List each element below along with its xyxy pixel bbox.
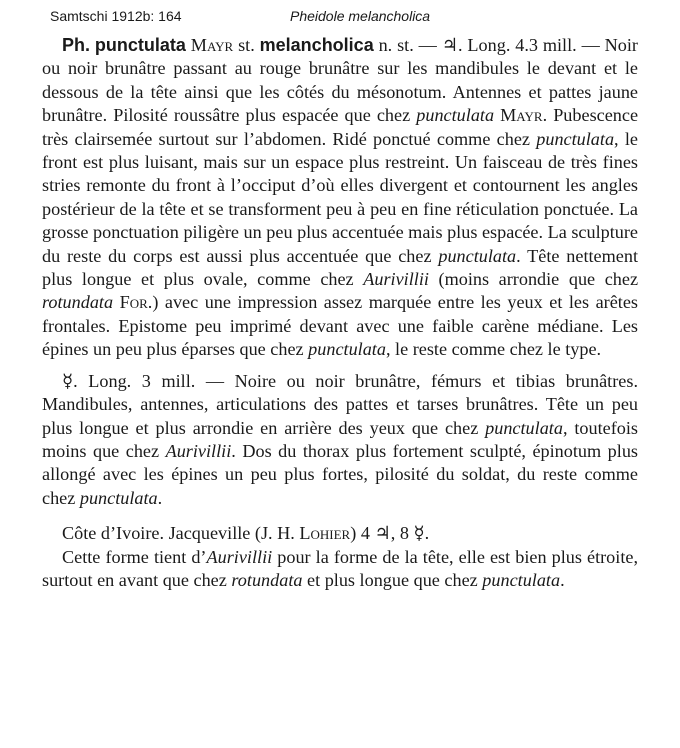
subspecies-name: melancholica — [259, 35, 374, 55]
text-run: , toutefois moins que chez — [42, 417, 638, 461]
author-mayr: Mayr — [190, 35, 234, 55]
author-forel: For. — [119, 292, 153, 313]
text-run: . Pubescence très clairsemée surtout sur l’abdomen. Ridé ponctué comme chez — [42, 105, 639, 149]
text-run: , le reste comme chez le type. — [385, 339, 602, 360]
text-run: . — [157, 487, 163, 508]
paragraph-soldier-description — [42, 34, 638, 362]
italic-taxon: Aurivillii — [363, 269, 429, 290]
italic-taxon: punctulata — [485, 417, 563, 438]
text-run: , le front est plus luisant, mais sur un espace plus restreint. Un faisceau de très fines stries remonte du front à l’occiput d’où elles divergent et contournent les angles postérieur de la tête et se transforment peu à peu en fine réticulation ponctuée. La grosse ponctuation piligère un peu plus accentuée mais plus espacée. La sculpture du reste du corps est aussi plus accentuée que chez — [42, 128, 638, 266]
italic-taxon: punctulata — [79, 487, 158, 508]
text-run: ) 4 ♃, 8 ☿. — [350, 523, 430, 544]
paragraph-worker-description — [42, 370, 638, 510]
rank-st: st. — [238, 35, 255, 55]
italic-taxon: punctulata — [308, 339, 386, 360]
author-mayr: Mayr — [500, 105, 543, 126]
italic-taxon: rotundata — [42, 292, 114, 313]
text-run: et plus longue que chez — [307, 569, 478, 590]
text-run: (moins arrondie que chez — [438, 269, 639, 290]
italic-taxon: punctulata — [438, 245, 517, 266]
italic-taxon: Aurivillii — [165, 440, 232, 461]
paragraph-locality — [42, 522, 638, 545]
collector-name: Lohier — [299, 523, 351, 544]
document-body — [42, 34, 638, 592]
text-run: pour la forme de la tête, elle est bien plus étroite, surtout en avant que chez — [42, 546, 639, 590]
source-citation: Samtschi 1912b: 164 — [50, 8, 182, 24]
text-run: Cette forme tient d’ — [62, 546, 207, 567]
genus-abbrev: Ph. — [62, 35, 91, 55]
text-run: ☿. Long. 3 mill. — Noire ou noir brunâtre, fémurs et tibias brunâtres. Mandibules, antennes, articulations des pattes et tarses brunâtres. Tête un peu plus longue et plus arrondie en arrière des yeux que chez — [42, 370, 638, 438]
text-run: . — [560, 569, 565, 590]
species-name: punctulata — [94, 35, 186, 55]
italic-taxon: punctulata — [482, 569, 561, 590]
italic-taxon: punctulata — [536, 128, 615, 149]
text-run: n. st. — ♃. Long. 4.3 mill. — Noir ou noir brunâtre passant au rouge brunâtre sur les mandibules le devant et le dessous de la tête ainsi que les côtés du mésonotum. Antennes et pattes jaune brunâtre. Pilosité roussâtre plus espacée que chez — [42, 35, 638, 126]
paragraph-remarks — [42, 546, 638, 593]
italic-taxon: Aurivillii — [206, 546, 273, 567]
text-run: Côte d’Ivoire. Jacqueville (J. H. — [62, 523, 295, 544]
page-header — [0, 8, 680, 28]
text-run: . Dos du thorax plus fortement sculpté, épinotum plus allongé avec les épines un peu plus fortes, pilosité du soldat, du reste comme chez — [42, 440, 638, 508]
italic-taxon: punctulata — [416, 105, 495, 126]
text-run: . Tête nettement plus longue et plus ovale, comme chez — [42, 245, 638, 290]
text-run: ) avec une impression assez marquée entre les yeux et les arêtes frontales. Epistome peu imprimé devant avec une faible carène médiane. Les épines un peu plus éparses que chez — [42, 292, 638, 360]
taxon-header: Pheidole melancholica — [290, 8, 431, 24]
italic-taxon: rotundata — [231, 569, 303, 590]
